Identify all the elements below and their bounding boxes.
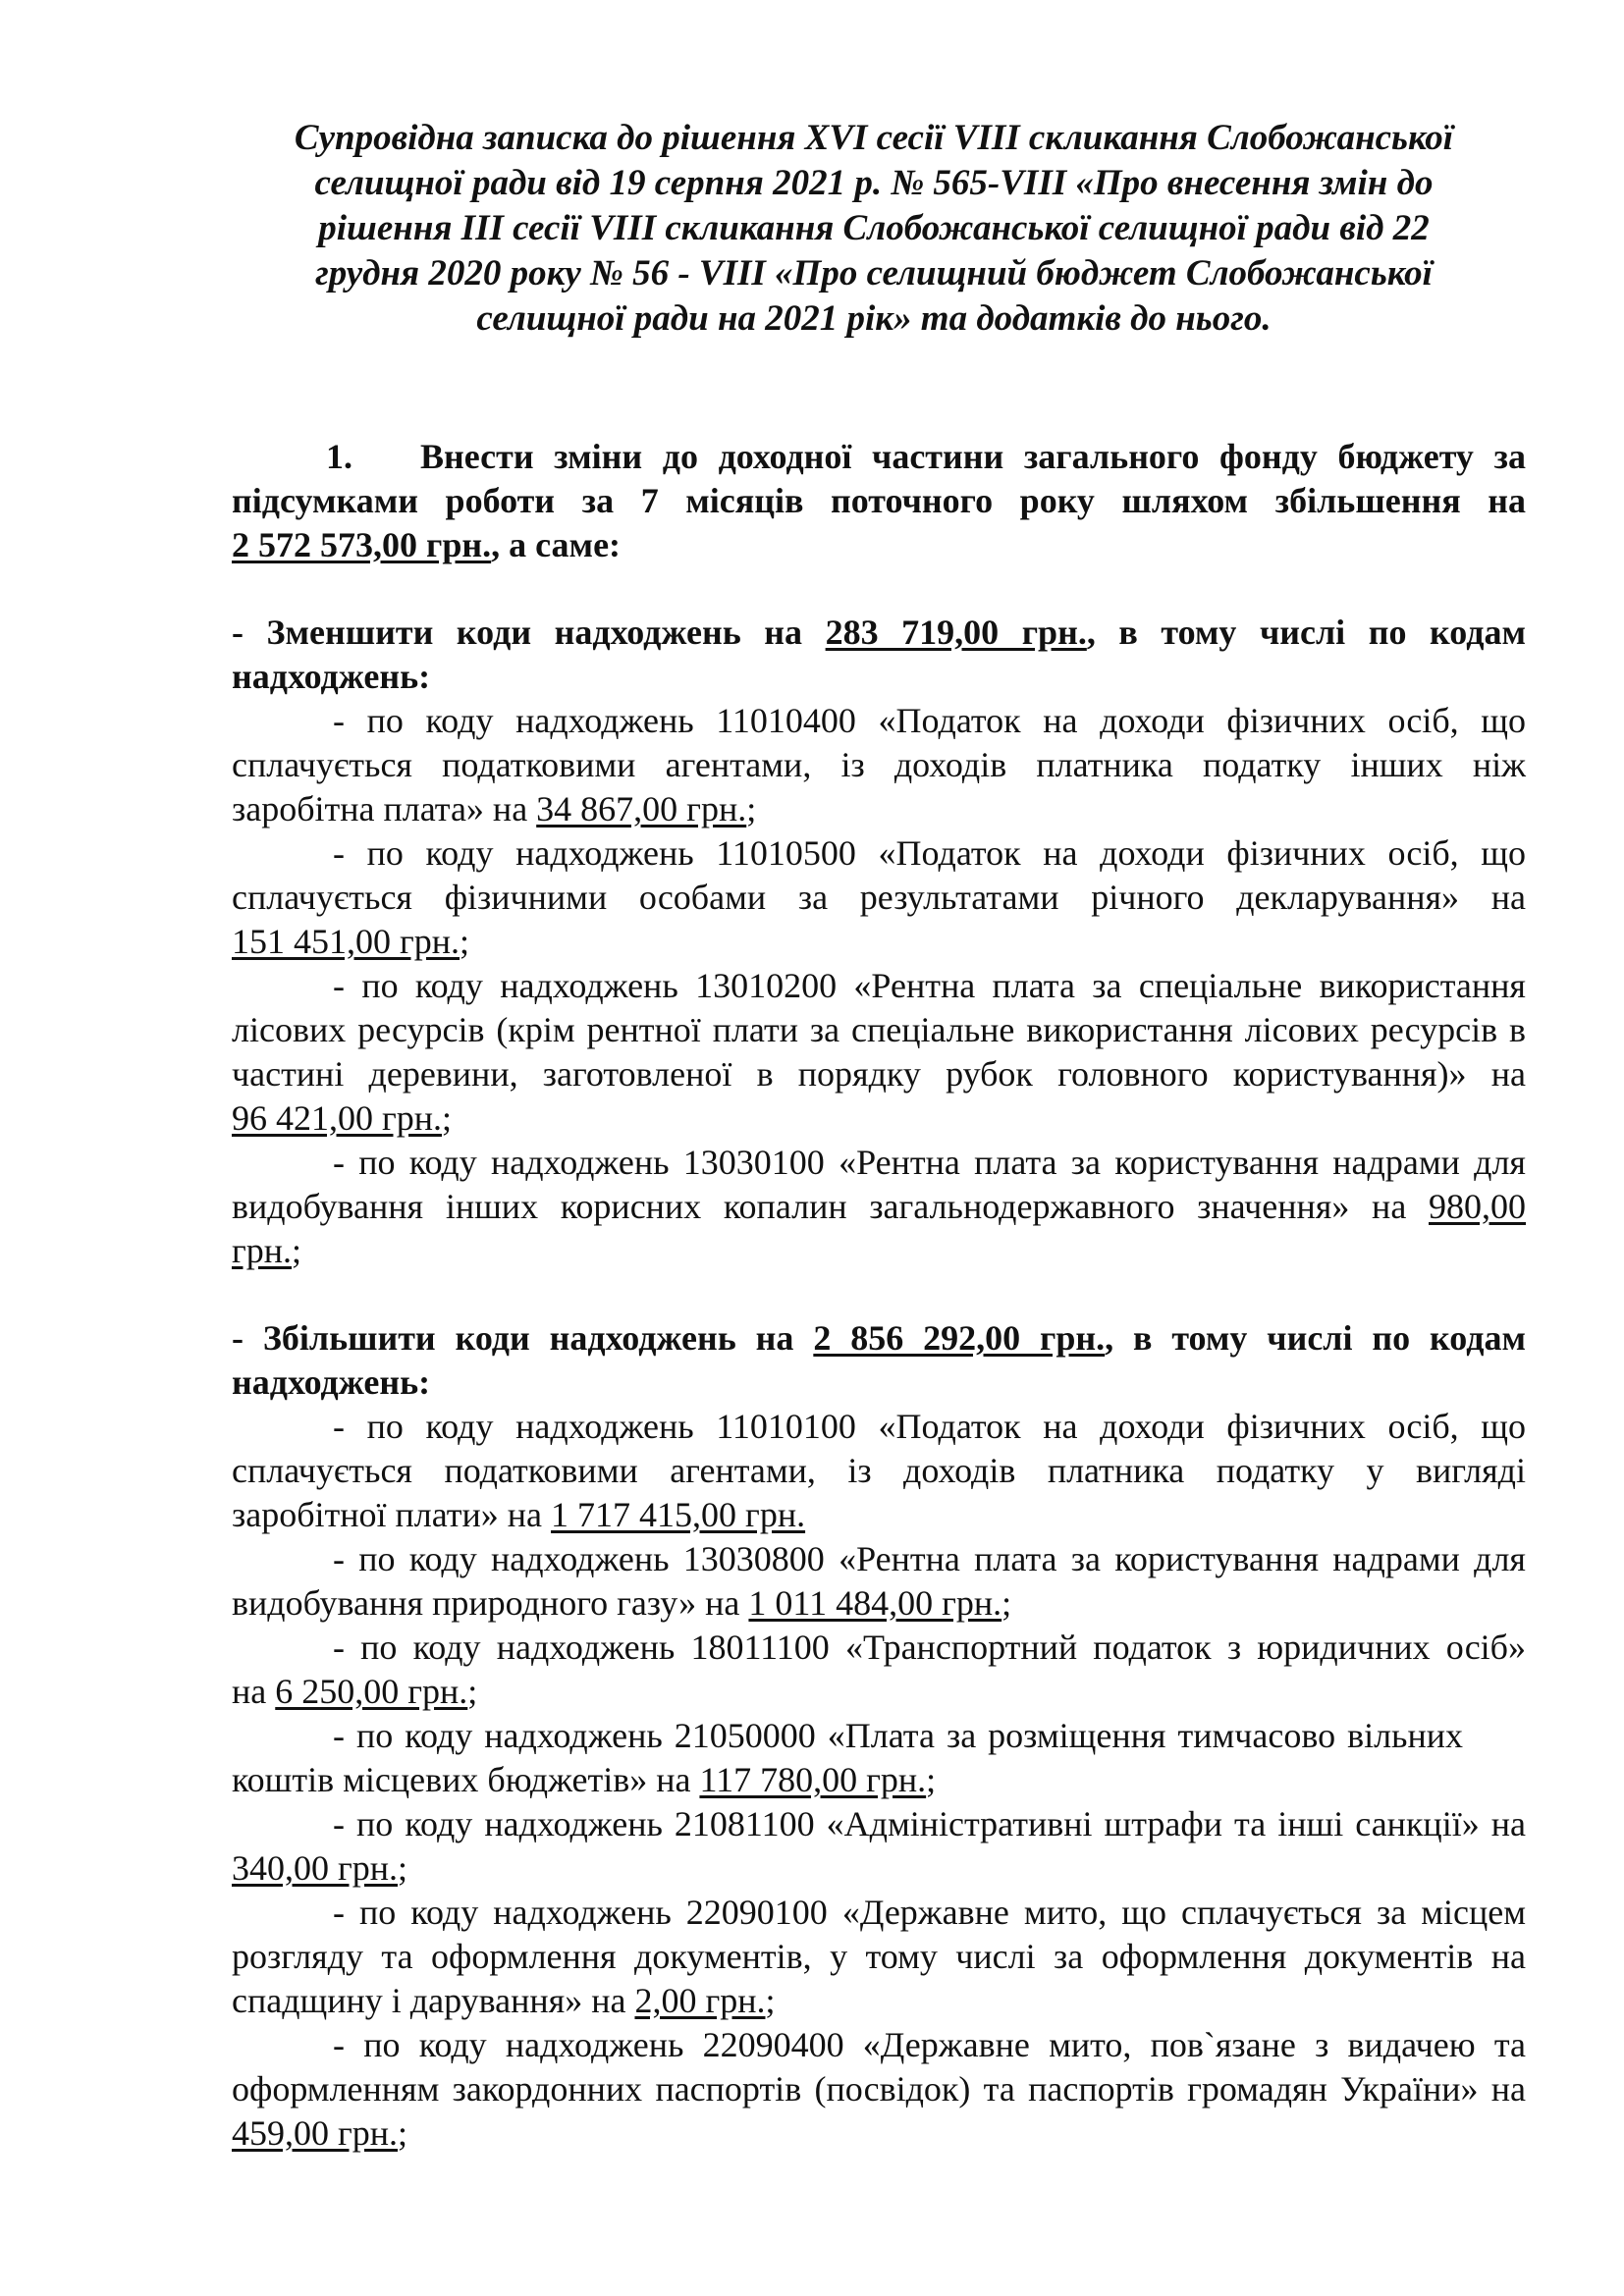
item-amount: 117 780,00 грн. [699, 1760, 927, 1799]
title-line: грудня 2020 року № 56 - VIII «Про селищний бюджет Слобожанської [315, 253, 1433, 294]
increase-item: - по коду надходжень 13030800 «Рентна плата за користування надрами для видобування природного газу» на 1 011 484,00 грн.; [232, 1539, 1526, 1623]
item-1-line1: Внести зміни до доходної частини загального фонду бюджету за [420, 437, 1526, 476]
item-amount: 151 451,00 грн. [232, 922, 460, 961]
decrease-item: - по коду надходжень 13030100 «Рентна плата за користування надрами для видобування інших корисних копалин загальнодержавного значення» на 980,00 грн.; [232, 1143, 1526, 1270]
decrease-amount: 283 719,00 грн. [825, 613, 1087, 652]
item-amount: 1 011 484,00 грн. [748, 1583, 1002, 1623]
increase-amount: 2 856 292,00 грн. [813, 1318, 1106, 1358]
item-amount: 2,00 грн. [634, 1981, 766, 2020]
title-line: селищної ради від 19 серпня 2021 р. № 565-VIII «Про внесення змін до [314, 163, 1434, 203]
increase-item: - по коду надходжень 22090400 «Державне мито, пов`язане з видачею та оформленням закордонних паспортів (посвідок) та паспортів громадян України» на 459,00 грн.; [232, 2025, 1526, 2153]
increase-item: - по коду надходжень 21050000 «Плата за розміщення тимчасово вільних коштів місцевих бюджетів» на 117 780,00 грн.; [232, 1716, 1463, 1799]
decrease-item: - по коду надходжень 11010400 «Податок на доходи фізичних осіб, що сплачується податковими агентами, із доходів платника податку інших ніж заробітна плата» на 34 867,00 грн.; [232, 701, 1526, 828]
item-1-paragraph [232, 435, 1526, 567]
title-line: Супровідна записка до рішення XVI сесії VIII скликання Слобожанської [294, 118, 1454, 158]
item-amount: 980,00 [1429, 1187, 1526, 1226]
increase-item: - по коду надходжень 11010100 «Податок на доходи фізичних осіб, що сплачується податковими агентами, із доходів платника податку у вигляді заробітної плати» на 1 717 415,00 грн. [232, 1407, 1526, 1534]
decrease-item: - по коду надходжень 11010500 «Податок на доходи фізичних осіб, що сплачується фізичними особами за результатами річного декларування» на 151 451,00 грн.; [232, 833, 1526, 961]
increase-item: - по коду надходжень 21081100 «Адміністративні штрафи та інші санкції» на 340,00 грн.; [232, 1804, 1526, 1888]
item-amount: 6 250,00 грн. [275, 1672, 468, 1711]
document-page [232, 116, 1526, 2156]
item-amount: 340,00 грн. [232, 1848, 399, 1888]
decrease-heading: - Зменшити коди надходжень на 283 719,00 грн., в тому числі по кодам надходжень: [232, 613, 1526, 696]
increase-item: - по коду надходжень 22090100 «Державне мито, що сплачується за місцем розгляду та оформлення документів, у тому числі за оформлення документів на спадщину і дарування» на 2,00 грн.; [232, 1893, 1526, 2020]
item-amount: 34 867,00 грн. [536, 789, 747, 828]
item-1-line2: підсумками роботи за 7 місяців поточного року шляхом збільшення на [232, 481, 1526, 520]
title-line: селищної ради на 2021 рік» та додатків до нього. [476, 298, 1272, 339]
item-number: 1. [326, 437, 352, 476]
item-amount-unit: грн. [232, 1231, 293, 1270]
decrease-item: - по коду надходжень 13010200 «Рентна плата за спеціальне використання лісових ресурсів (крім рентної плати за спеціальне використання лісових ресурсів в частині деревини, заготовленої в порядку рубок головного користування)» на 96 421,00 грн.; [232, 966, 1526, 1138]
item-amount: 459,00 грн. [232, 2113, 399, 2153]
document-title [251, 116, 1496, 342]
item-amount: 1 717 415,00 грн. [551, 1495, 806, 1534]
increase-item: - по коду надходжень 18011100 «Транспортний податок з юридичних осіб» на 6 250,00 грн.; [232, 1628, 1526, 1711]
increase-heading: - Збільшити коди надходжень на 2 856 292,00 грн., в тому числі по кодам надходжень: [232, 1318, 1526, 1402]
item-amount: 96 421,00 грн. [232, 1098, 443, 1138]
item-1-amount: 2 572 573,00 грн. [232, 525, 492, 564]
title-line: рішення III сесії VIII скликання Слобожанської селищної ради від 22 [318, 208, 1430, 248]
item-1-tail: , а саме: [491, 525, 622, 564]
